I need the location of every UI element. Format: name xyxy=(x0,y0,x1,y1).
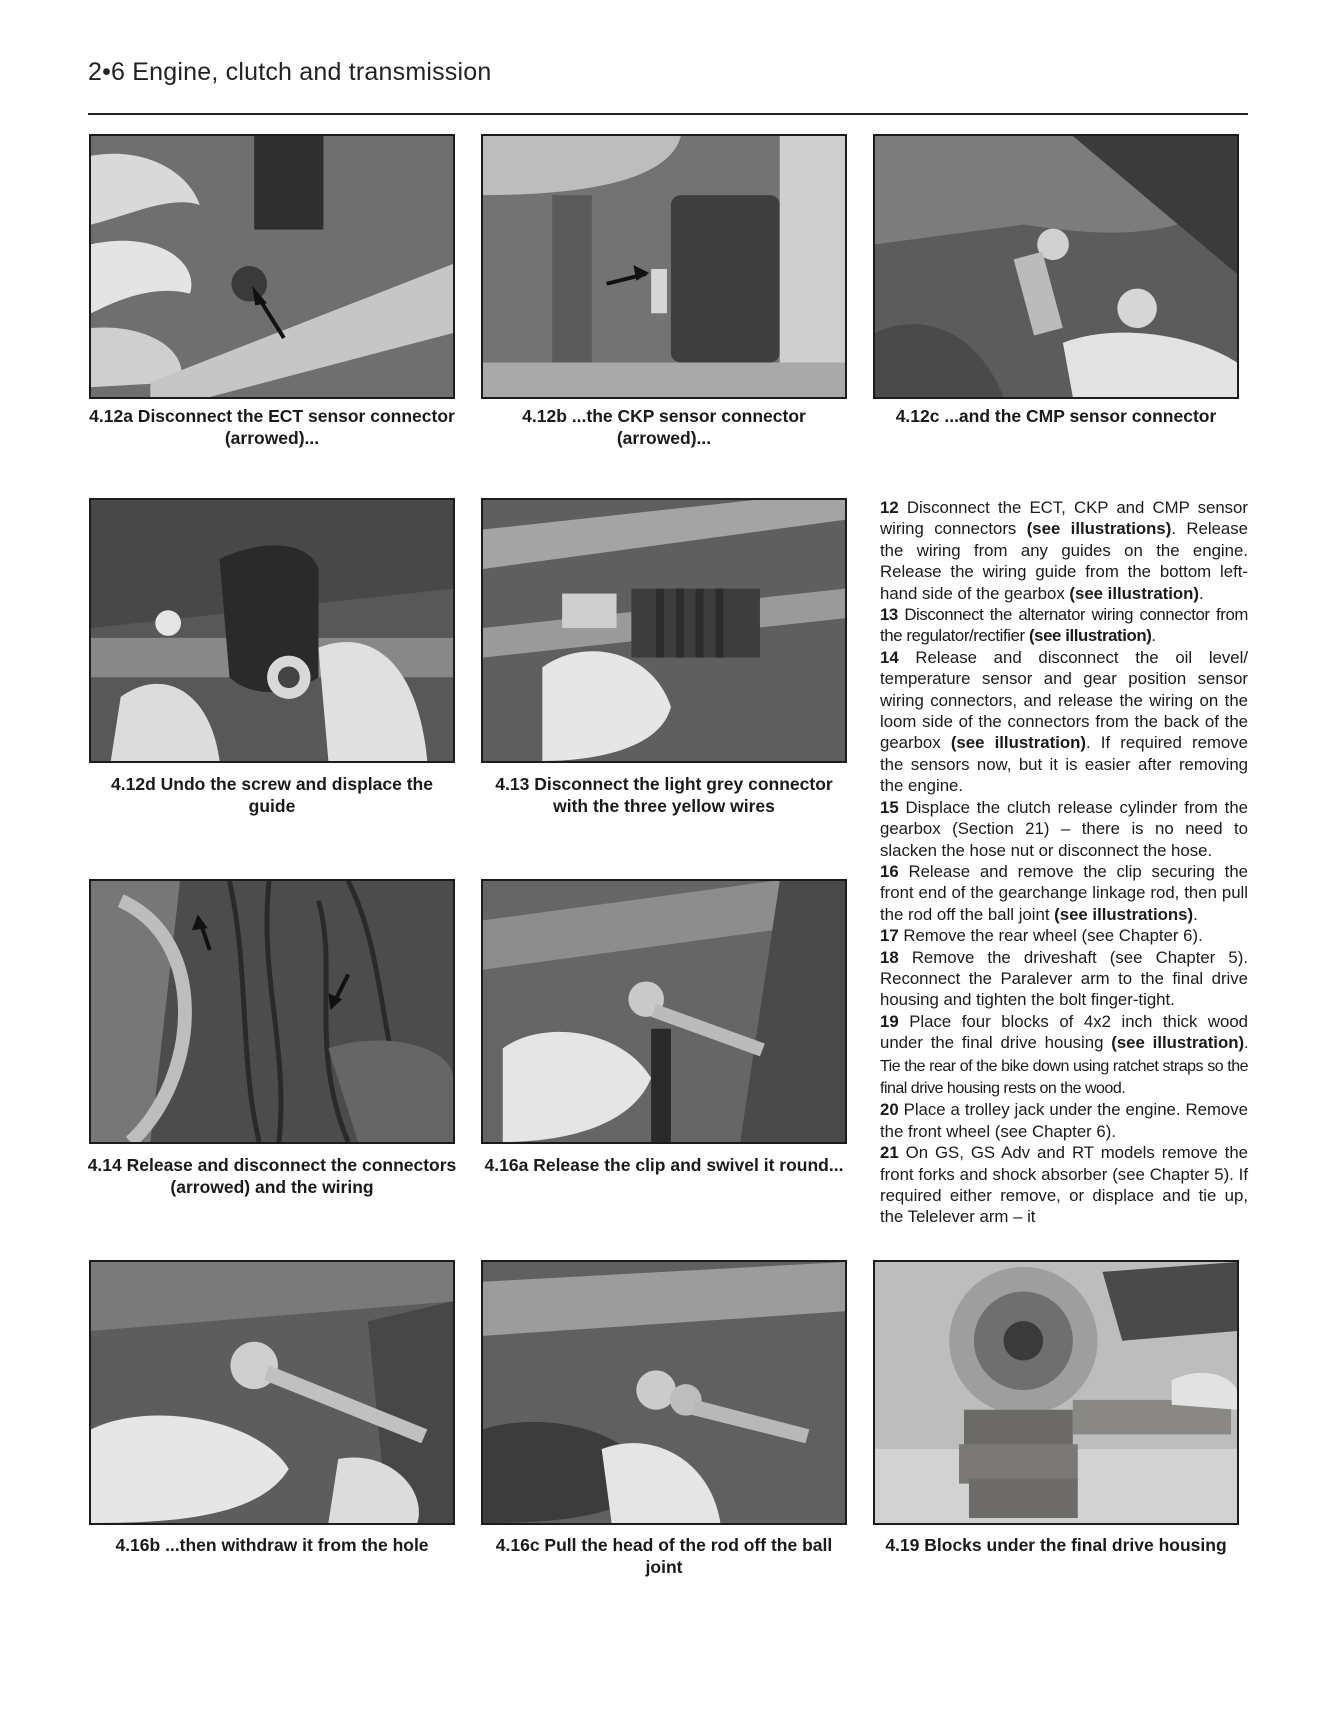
illustration-ref: (see illustrations) xyxy=(1054,904,1194,924)
step-number: 20 xyxy=(880,1100,899,1120)
step-number: 15 xyxy=(880,797,899,817)
illustration-ref: (see illustration) xyxy=(1028,626,1152,646)
step-19 xyxy=(880,1011,1248,1100)
step-number: 18 xyxy=(880,947,899,967)
caption-4-12a: 4.12a Disconnect the ECT sensor connector (arrowed)... xyxy=(89,406,455,448)
photo-4-19 xyxy=(873,1260,1239,1525)
step-16 xyxy=(880,861,1248,925)
step-number: 17 xyxy=(880,926,899,946)
step-text: Remove the rear wheel (see Chapter 6). xyxy=(903,926,1203,946)
caption-4-16b: 4.16b ...then withdraw it from the hole xyxy=(115,1535,429,1555)
step-13 xyxy=(880,604,1248,647)
step-text: . xyxy=(1151,626,1156,646)
step-20 xyxy=(880,1099,1248,1142)
photo-4-12c xyxy=(873,134,1239,399)
photo-4-12b xyxy=(481,134,847,399)
step-text: . xyxy=(1199,583,1204,603)
caption-4-12c: 4.12c ...and the CMP sensor connector xyxy=(895,406,1217,426)
step-number: 19 xyxy=(880,1011,899,1031)
step-text: Release and disconnect the oil level/ temperature sensor and gear position sensor wiring connectors, and release the wiring on the loom side of the connectors from the back of the gearbox xyxy=(880,647,1248,753)
step-15 xyxy=(880,797,1248,861)
header-rule xyxy=(88,113,1248,115)
step-12 xyxy=(880,497,1248,604)
step-17 xyxy=(880,925,1248,946)
step-18 xyxy=(880,947,1248,1011)
caption-4-19: 4.19 Blocks under the final drive housing xyxy=(885,1535,1227,1555)
caption-4-16a: 4.16a Release the clip and swivel it round... xyxy=(484,1155,844,1175)
step-text: . xyxy=(1193,904,1198,924)
step-text: Place four blocks of 4x2 inch thick wood under the final drive housing xyxy=(880,1011,1248,1053)
caption-4-12b: 4.12b ...the CKP sensor connector (arrowed)... xyxy=(522,406,806,448)
photo-4-14 xyxy=(89,879,455,1144)
illustration-ref: (see illustration) xyxy=(1111,1033,1245,1053)
step-text: On GS, GS Adv and RT models remove the front forks and shock absorber (see Chapter 5). If required either remove, or displace and tie up, the Telelever arm – it xyxy=(880,1143,1248,1227)
step-number: 13 xyxy=(880,605,898,625)
step-number: 21 xyxy=(880,1143,899,1163)
illustration-ref: (see illustrations) xyxy=(1026,519,1172,539)
photo-4-16c xyxy=(481,1260,847,1525)
photo-4-16b xyxy=(89,1260,455,1525)
illustration-ref: (see illustration) xyxy=(950,733,1086,753)
photo-4-13 xyxy=(481,498,847,763)
step-text: . Tie the rear of the bike down using ratchet straps so the final drive housing rests on the wood. xyxy=(880,1035,1248,1097)
step-text: Release and remove the clip securing the front end of the gearchange linkage rod, then pull the rod off the ball joint xyxy=(880,861,1248,924)
step-text: Remove the driveshaft (see Chapter 5). Reconnect the Paralever arm to the final drive housing and tighten the bolt finger-tight. xyxy=(880,947,1248,1010)
step-21 xyxy=(880,1142,1248,1228)
caption-4-13: 4.13 Disconnect the light grey connector with the three yellow wires xyxy=(495,774,833,816)
illustration-ref: (see illustration) xyxy=(1069,583,1200,603)
step-number: 16 xyxy=(880,861,899,881)
caption-4-16c: 4.16c Pull the head of the rod off the ball joint xyxy=(495,1535,833,1577)
step-text: Displace the clutch release cylinder from the gearbox (Section 21) – there is no need to slacken the hose nut or disconnect the hose. xyxy=(880,797,1248,860)
caption-4-14: 4.14 Release and disconnect the connectors (arrowed) and the wiring xyxy=(87,1155,457,1197)
step-text: . If required remove the sensors now, but it is easier after removing the engine. xyxy=(880,733,1248,796)
body-text-column xyxy=(880,497,1248,1228)
step-number: 12 xyxy=(880,498,899,517)
step-text: Disconnect the ECT, CKP and CMP sensor wiring connectors xyxy=(880,498,1248,539)
step-14 xyxy=(880,647,1248,797)
photo-4-12a xyxy=(89,134,455,399)
caption-4-12d: 4.12d Undo the screw and displace the guide xyxy=(111,774,433,816)
page-header: 2•6 Engine, clutch and transmission xyxy=(88,58,492,86)
photo-4-12d xyxy=(89,498,455,763)
photo-4-16a xyxy=(481,879,847,1144)
step-text: . Release the wiring from any guides on the engine. Release the wiring guide from the bottom left-hand side of the gearbox xyxy=(880,519,1248,603)
step-text: Place a trolley jack under the engine. Remove the front wheel (see Chapter 6). xyxy=(880,1100,1248,1141)
step-number: 14 xyxy=(880,647,899,667)
step-text: Disconnect the alternator wiring connector from the regulator/rectifier xyxy=(880,605,1248,646)
